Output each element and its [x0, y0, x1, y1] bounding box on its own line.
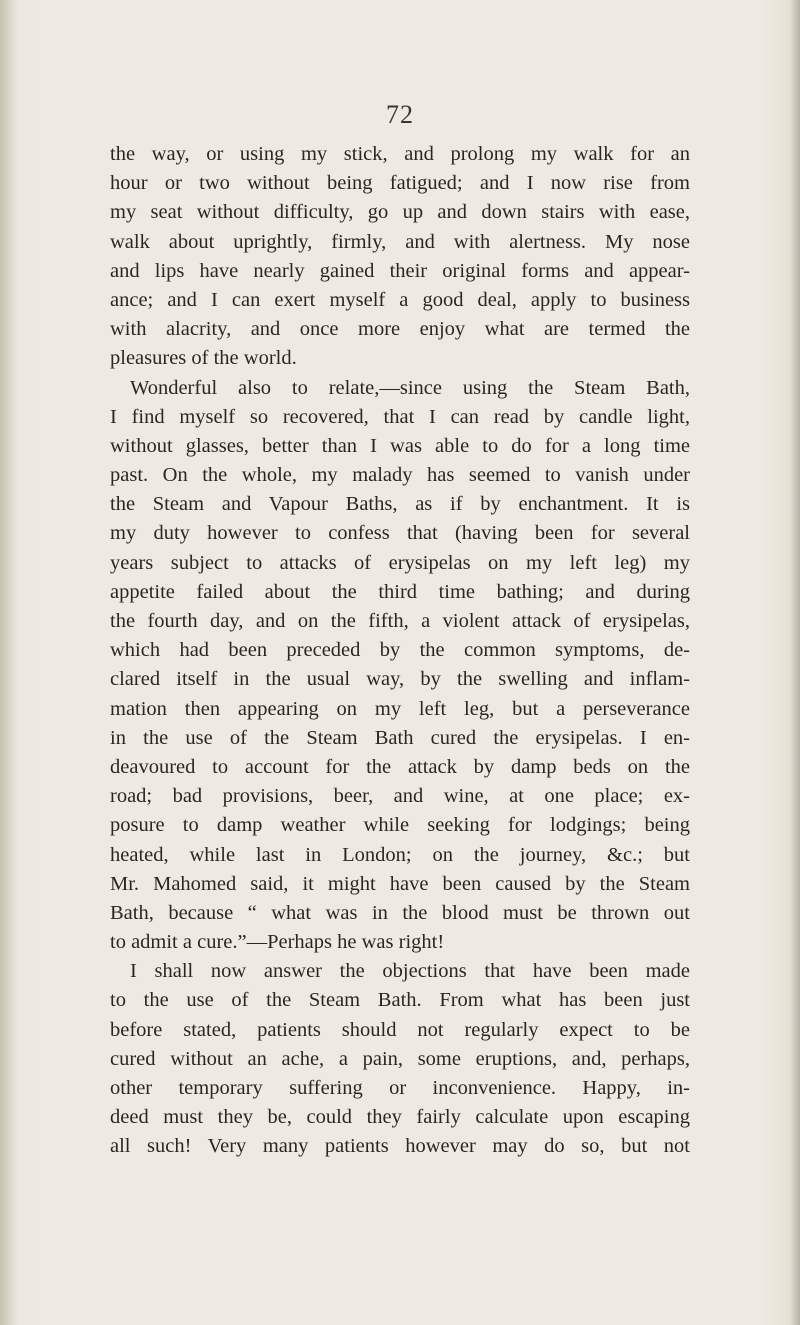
- text-line: ance; and I can exert myself a good deal, apply to business: [110, 288, 690, 311]
- text-line: hour or two without being fatigued; and I now rise from: [110, 172, 690, 195]
- text-line: my seat without difficulty, go up and down stairs with ease,: [110, 201, 690, 224]
- text-line: road; bad provisions, beer, and wine, at one place; ex-: [110, 785, 690, 808]
- text-line: deed must they be, could they fairly calculate upon escaping: [110, 1106, 690, 1129]
- paragraph-start: I shall now answer the objections that have been made: [130, 960, 690, 983]
- text-line: cured without an ache, a pain, some eruptions, and, perhaps,: [110, 1047, 690, 1070]
- text-line: pleasures of the world.: [110, 347, 297, 370]
- page-edge: [790, 0, 800, 1325]
- paragraph-start: Wonderful also to relate,—since using the Steam Bath,: [130, 376, 690, 399]
- text-line: past. On the whole, my malady has seemed to vanish under: [110, 464, 690, 487]
- text-line: before stated, patients should not regularly expect to be: [110, 1018, 690, 1041]
- text-line: Bath, because “ what was in the blood must be thrown out: [110, 901, 690, 924]
- text-line: heated, while last in London; on the journey, &c.; but: [110, 843, 690, 866]
- binding-shadow: [0, 0, 18, 1325]
- text-line: Mr. Mahomed said, it might have been caused by the Steam: [110, 872, 690, 895]
- text-line: years subject to attacks of erysipelas on my left leg) my: [110, 551, 690, 574]
- text-line: and lips have nearly gained their original forms and appear-: [110, 259, 690, 282]
- text-line: clared itself in the usual way, by the swelling and inflam-: [110, 668, 690, 691]
- text-line: posure to damp weather while seeking for lodgings; being: [110, 814, 690, 837]
- text-line: which had been preceded by the common symptoms, de-: [110, 639, 690, 662]
- text-line: walk about uprightly, firmly, and with alertness. My nose: [110, 230, 690, 253]
- page-number: 72: [386, 100, 414, 129]
- text-line: I find myself so recovered, that I can read by candle light,: [110, 405, 690, 428]
- text-line: mation then appearing on my left leg, but a perseverance: [110, 697, 690, 720]
- text-line: without glasses, better than I was able to do for a long time: [110, 434, 690, 457]
- text-line: other temporary suffering or inconvenience. Happy, in-: [110, 1077, 690, 1099]
- text-line: the way, or using my stick, and prolong my walk for an: [110, 143, 690, 165]
- text-line: my duty however to confess that (having been for several: [110, 522, 690, 545]
- text-line: in the use of the Steam Bath cured the erysipelas. I en-: [110, 726, 690, 749]
- text-line: to the use of the Steam Bath. From what has been just: [110, 989, 690, 1012]
- text-line: the Steam and Vapour Baths, as if by enchantment. It is: [110, 493, 690, 516]
- text-line: appetite failed about the third time bathing; and during: [110, 580, 690, 603]
- text-line: to admit a cure.”—Perhaps he was right!: [110, 931, 445, 954]
- text-line: all such! Very many patients however may do so, but not: [110, 1135, 690, 1158]
- text-line: deavoured to account for the attack by damp beds on the: [110, 755, 690, 778]
- text-line: the fourth day, and on the fifth, a violent attack of erysipelas,: [110, 610, 690, 632]
- body-text: [110, 140, 690, 1162]
- text-line: with alacrity, and once more enjoy what are termed the: [110, 318, 690, 341]
